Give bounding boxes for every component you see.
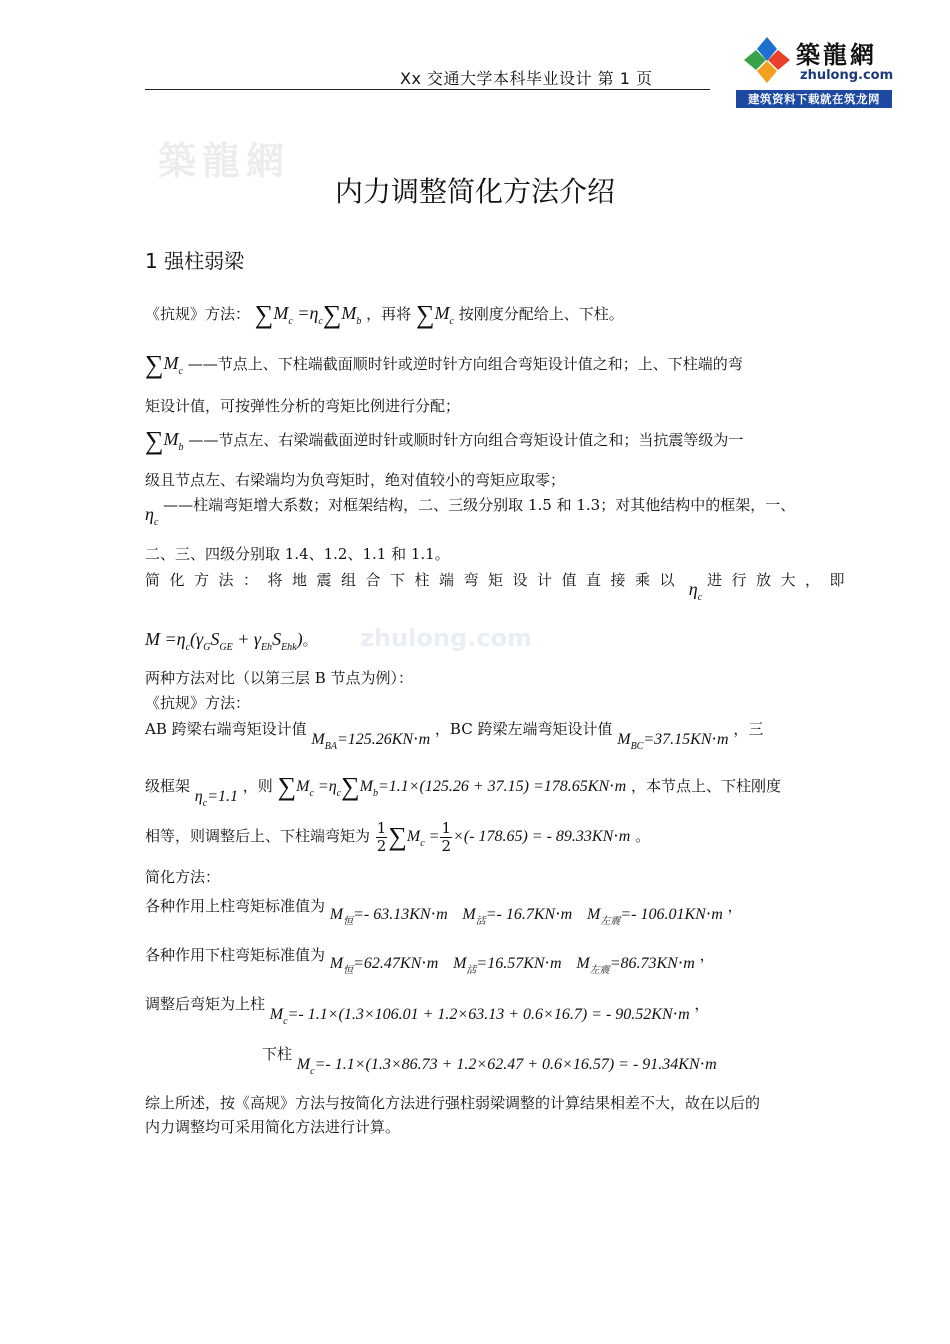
paragraph-line: $\eta_c$ ——柱端弯矩增大系数；对框架结构，二、三级分别取 1.5 和 1.3；对其他结构中的框架，一、	[145, 496, 796, 528]
paragraph-line: 两种方法对比（以第三层 B 节点为例）：	[145, 669, 414, 687]
paragraph-line: 二、三、四级分别取 1.4、1.2、1.1 和 1.1。	[145, 545, 450, 563]
formula: $M_{左震}=-$ 106.01KN⋅m	[587, 906, 723, 927]
paragraph-line: 《抗规》方法： $\sum M_c =\eta_c\sum M_b$ ，再将 $\sum M_c$ 按刚度分配给上、下柱。	[145, 300, 624, 329]
formula: $M_活=-$ 16.7KN⋅m	[462, 906, 573, 927]
paragraph-line: 级框架 $\eta_c=1.1$ ，则 $\sum M_c =\eta_c\sum M_b=1.1\times(125.26 + 37.15) =178.65KN\cdot m$ ，本节点上、下柱刚度	[145, 772, 781, 809]
fraction-half: $\frac{1}{2}$	[441, 819, 452, 855]
paragraph-line: 内力调整均可采用简化方法进行计算。	[145, 1118, 401, 1136]
formula: $\sum M_c$	[415, 300, 454, 329]
paragraph-line: 各种作用下柱弯矩标准值为 $M_恒=62.47KN\cdot m$ $M_活=16.57KN\cdot m$ $M_{左震}=86.73KN\cdot m$ ，	[145, 946, 715, 976]
zhulong-logo	[736, 31, 892, 108]
formula: $\eta_c$	[194, 788, 208, 809]
paragraph-line: 《抗规》方法：	[145, 694, 251, 712]
paragraph-line: $\sum M_c$ ——节点上、下柱端截面顺时针或逆时针方向组合弯矩设计值之和；上、下柱端的弯	[145, 350, 743, 379]
logo-name: 築龍網	[796, 40, 877, 69]
formula: $\sum M_b$	[145, 426, 184, 455]
paragraph-line: 综上所述，按《高规》方法与按简化方法进行强柱弱梁调整的计算结果相差不大，故在以后的	[145, 1094, 761, 1112]
formula: $\eta_c$	[688, 579, 703, 603]
formula: $\sum M_c$	[145, 350, 183, 379]
formula: $M_{左震}=86.73KN\cdot m$	[576, 955, 695, 976]
paragraph-line: 相等，则调整后上、下柱端弯矩为 $\frac{1}{2}$ $\sum M_c$ = $\frac{1}{2}$ ×(- 178.65) = - 89.33KN⋅m 。	[145, 819, 651, 855]
logo-slogan: 建筑资料下载就在筑龙网	[736, 90, 892, 108]
paragraph-line: $M =\eta_c(\gamma_GS_{GE} + \gamma_{Eh}S_{Ehk})$。	[145, 629, 318, 653]
document-title: 内力调整简化方法介绍	[334, 175, 615, 208]
formula: $M_活=16.57KN\cdot m$	[453, 955, 562, 976]
paragraph-line: 矩设计值，可按弹性分析的弯矩比例进行分配；	[145, 397, 461, 415]
paragraph-line: 简化方法：	[145, 868, 221, 886]
formula: $M_c=-$ 1.1×(1.3×106.01 + 1.2×63.13 + 0.6×16.7) = - 90.52KN⋅m	[269, 1006, 690, 1027]
formula: $\sum M_c$ =	[388, 822, 440, 851]
paragraph-line: AB 跨梁右端弯矩设计值 $M_{BA}=125.26KN\cdot m$ ，BC 跨梁左端弯矩设计值 $M_{BC}=37.15KN\cdot m$ ，三	[145, 720, 764, 752]
paragraph-line: 简化方法：将地震组合下柱端弯矩设计值直接乘以 $\eta_c$ 进行放大，即	[145, 571, 854, 603]
formula: $M_c=-$ 1.1×(1.3×86.73 + 1.2×62.47 + 0.6×16.57) = - 91.34KN⋅m	[296, 1056, 717, 1077]
page-header: Xx 交通大学本科毕业设计 第 1 页	[400, 69, 653, 88]
paragraph-line: 下柱 $M_c=-$ 1.1×(1.3×86.73 + 1.2×62.47 + 0.6×16.57) = - 91.34KN⋅m	[262, 1045, 717, 1077]
fraction-half: $\frac{1}{2}$	[376, 819, 387, 855]
logo-url: zhulong.com	[800, 68, 894, 83]
formula: $M_恒=62.47KN\cdot m$	[329, 955, 439, 976]
formula: $M_恒=-$ 63.13KN⋅m	[329, 906, 448, 927]
formula: $\sum M_c =\eta_c\sum M_b$	[277, 772, 378, 801]
formula: $\eta_c$	[145, 504, 159, 528]
paragraph-line: 各种作用上柱弯矩标准值为 $M_恒=-$ 63.13KN⋅m $M_活=-$ 16.7KN⋅m $M_{左震}=-$ 106.01KN⋅m ，	[145, 897, 743, 927]
formula: $M_{BC}$	[617, 731, 644, 752]
formula: $M =\eta_c(\gamma_GS_{GE} + \gamma_{Eh}S_{Ehk})$	[145, 629, 303, 653]
paragraph-line: 级且节点左、右梁端均为负弯矩时，绝对值较小的弯矩应取零；	[145, 471, 566, 489]
watermark-url: zhulong.com	[360, 624, 532, 652]
paragraph-line: $\sum M_b$ ——节点左、右梁端截面逆时针或顺时针方向组合弯矩设计值之和；当抗震等级为一	[145, 426, 744, 455]
formula: $\sum M_c =\eta_c\sum M_b$	[254, 300, 362, 329]
section-heading: 1 强柱弱梁	[145, 249, 245, 273]
formula: $M_{BA}$	[311, 731, 337, 752]
paragraph-line: 调整后弯矩为上柱 $M_c=-$ 1.1×(1.3×106.01 + 1.2×63.13 + 0.6×16.7) = - 90.52KN⋅m ，	[145, 995, 710, 1027]
diamond-logo-icon	[742, 35, 792, 85]
watermark-logo: 築龍網	[158, 138, 291, 183]
header-rule	[145, 89, 710, 90]
